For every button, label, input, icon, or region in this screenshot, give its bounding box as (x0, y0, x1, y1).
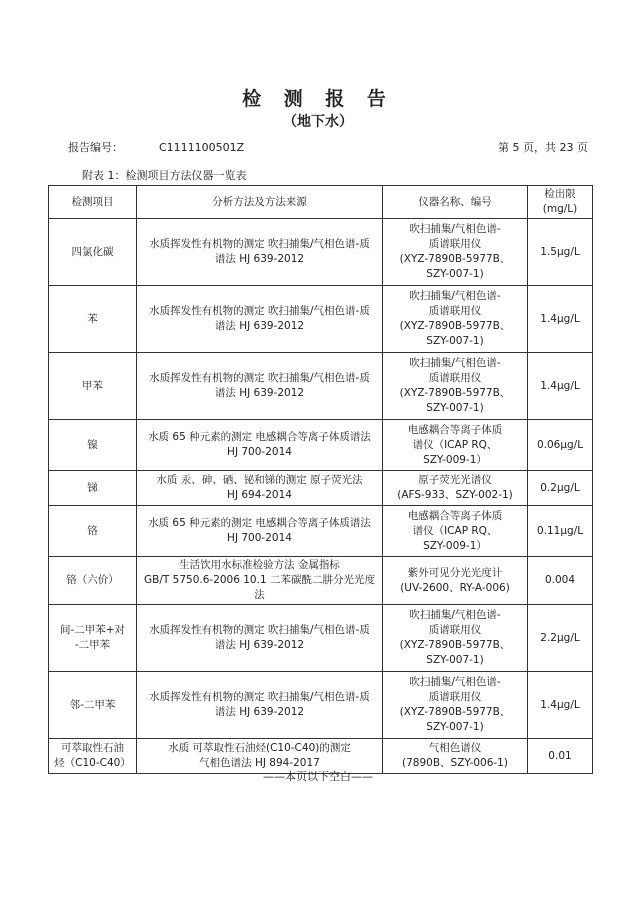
cell-item: 可萃取性石油 烃（C10-C40） (49, 739, 137, 774)
table-header-row (49, 186, 593, 219)
table-row (49, 672, 593, 739)
cell-instrument: 紫外可见分光光度计 (UV-2600、RY-A-006) (383, 557, 528, 605)
cell-method: 生活饮用水标准检验方法 金属指标 GB/T 5750.6-2006 10.1 二苯碳酰二肼分光光度法 (137, 557, 383, 605)
cell-item: 甲苯 (49, 353, 137, 420)
column-header-item: 检测项目 (49, 186, 137, 219)
cell-limit: 0.004 (528, 557, 593, 605)
report-title: 检 测 报 告 (242, 88, 394, 110)
cell-method: 水质挥发性有机物的测定 吹扫捕集/气相色谱-质 谱法 HJ 639-2012 (137, 672, 383, 739)
cell-item: 邻-二甲苯 (49, 672, 137, 739)
cell-instrument: 吹扫捕集/气相色谱- 质谱联用仪 (XYZ-7890B-5977B、 SZY-007-1) (383, 353, 528, 420)
cell-instrument: 吹扫捕集/气相色谱- 质谱联用仪 (XYZ-7890B-5977B、 SZY-007-1) (383, 286, 528, 353)
cell-limit: 0.11μg/L (528, 506, 593, 557)
cell-method: 水质挥发性有机物的测定 吹扫捕集/气相色谱-质 谱法 HJ 639-2012 (137, 219, 383, 286)
cell-limit: 2.2μg/L (528, 605, 593, 672)
cell-method: 水质 汞、砷、硒、铋和锑的测定 原子荧光法 HJ 694-2014 (137, 471, 383, 506)
page-info: 第 5 页，共 23 页 (498, 141, 588, 154)
cell-limit: 0.2μg/L (528, 471, 593, 506)
cell-method: 水质 65 种元素的测定 电感耦合等离子体质谱法 HJ 700-2014 (137, 420, 383, 471)
cell-limit: 1.5μg/L (528, 219, 593, 286)
table-row (49, 219, 593, 286)
cell-method: 水质 65 种元素的测定 电感耦合等离子体质谱法 HJ 700-2014 (137, 506, 383, 557)
cell-method: 水质 可萃取性石油烃(C10-C40)的测定 气相色谱法 HJ 894-2017 (137, 739, 383, 774)
method-instrument-table (48, 185, 593, 774)
table-row (49, 420, 593, 471)
cell-instrument: 气相色谱仪 (7890B、SZY-006-1) (383, 739, 528, 774)
cell-limit: 1.4μg/L (528, 353, 593, 420)
cell-item: 间-二甲苯+对 -二甲苯 (49, 605, 137, 672)
attachment-title: 附表 1：检测项目方法仪器一览表 (82, 169, 247, 182)
cell-method: 水质挥发性有机物的测定 吹扫捕集/气相色谱-质 谱法 HJ 639-2012 (137, 353, 383, 420)
table-row (49, 471, 593, 506)
cell-item: 铬 (49, 506, 137, 557)
cell-instrument: 吹扫捕集/气相色谱- 质谱联用仪 (XYZ-7890B-5977B、 SZY-007-1) (383, 219, 528, 286)
column-header-instrument: 仪器名称、编号 (383, 186, 528, 219)
cell-instrument: 电感耦合等离子体质 谱仪（ICAP RQ、 SZY-009-1） (383, 420, 528, 471)
table-row (49, 286, 593, 353)
report-number: C1111100501Z (159, 141, 245, 154)
table-row (49, 557, 593, 605)
cell-instrument: 电感耦合等离子体质 谱仪（ICAP RQ、 SZY-009-1） (383, 506, 528, 557)
cell-limit: 1.4μg/L (528, 672, 593, 739)
report-number-line (68, 139, 244, 155)
table-row (49, 353, 593, 420)
cell-limit: 0.06μg/L (528, 420, 593, 471)
cell-limit: 0.01 (528, 739, 593, 774)
cell-method: 水质挥发性有机物的测定 吹扫捕集/气相色谱-质 谱法 HJ 639-2012 (137, 286, 383, 353)
column-header-limit: 检出限 (mg/L) (528, 186, 593, 219)
cell-item: 四氯化碳 (49, 219, 137, 286)
cell-item: 铬（六价） (49, 557, 137, 605)
cell-method: 水质挥发性有机物的测定 吹扫捕集/气相色谱-质 谱法 HJ 639-2012 (137, 605, 383, 672)
cell-instrument: 原子荧光光谱仪 (AFS-933、SZY-002-1) (383, 471, 528, 506)
report-number-label: 报告编号： (68, 141, 123, 154)
table-row (49, 506, 593, 557)
report-subtitle: （地下水） (283, 114, 353, 130)
cell-item: 镍 (49, 420, 137, 471)
cell-item: 苯 (49, 286, 137, 353)
cell-item: 锑 (49, 471, 137, 506)
column-header-method: 分析方法及方法来源 (137, 186, 383, 219)
blank-below-note: ——本页以下空白—— (263, 770, 373, 783)
table-row (49, 605, 593, 672)
cell-instrument: 吹扫捕集/气相色谱- 质谱联用仪 (XYZ-7890B-5977B、 SZY-007-1) (383, 605, 528, 672)
cell-limit: 1.4μg/L (528, 286, 593, 353)
cell-instrument: 吹扫捕集/气相色谱- 质谱联用仪 (XYZ-7890B-5977B、 SZY-007-1) (383, 672, 528, 739)
